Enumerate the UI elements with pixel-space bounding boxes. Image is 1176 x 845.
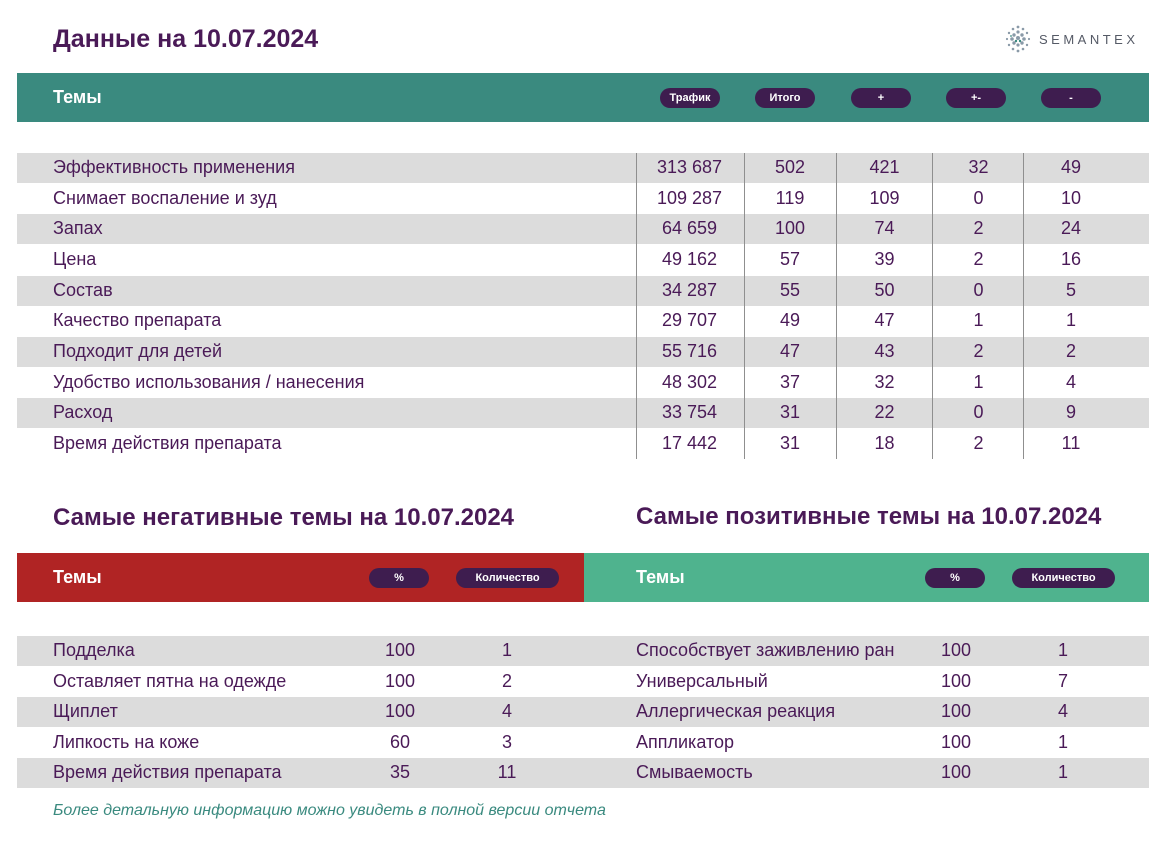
neutral-cell: 2: [973, 433, 984, 453]
traffic-column-header: Трафик: [660, 88, 720, 108]
positive-count-header: Количество: [1012, 568, 1115, 588]
neutral-cell: 0: [973, 188, 984, 208]
negative-topic-cell: Подделка: [53, 640, 135, 660]
table-row: [17, 758, 1149, 788]
plus-cell: 32: [874, 372, 895, 392]
table-row: [17, 728, 1149, 758]
total-cell: 55: [779, 280, 801, 300]
positive-pct-header: %: [925, 568, 985, 588]
total-cell: 31: [779, 433, 801, 453]
plus-cell: 43: [874, 341, 895, 361]
neutral-cell: 0: [973, 280, 984, 300]
total-cell: 49: [779, 310, 801, 330]
negative-pct-cell: 100: [384, 701, 416, 721]
topic-cell: Подходит для детей: [53, 341, 223, 361]
negative-pct-cell: 35: [389, 762, 411, 782]
plus-cell: 50: [874, 280, 895, 300]
table-row: [17, 245, 1149, 275]
table-row: [17, 153, 1149, 183]
positive-pct-cell: 100: [940, 762, 972, 782]
semantex-logo-icon: [1003, 24, 1033, 54]
logo-text: SEMANTEX: [1039, 31, 1139, 47]
column-divider: [636, 153, 637, 459]
negative-pct-cell: 60: [389, 732, 411, 752]
plus-cell: 421: [869, 157, 900, 177]
table-row: [17, 636, 1149, 666]
total-cell: 31: [779, 402, 801, 422]
negative-count-cell: 11: [497, 762, 517, 782]
neutral-cell: 0: [973, 402, 984, 422]
plus-cell: 22: [874, 402, 895, 422]
total-cell: 57: [779, 249, 801, 269]
total-cell: 100: [774, 218, 806, 238]
table-row: [17, 306, 1149, 336]
neutral-cell: 2: [973, 249, 984, 269]
column-divider: [744, 153, 745, 459]
negative-count-cell: 4: [501, 701, 512, 721]
neutral-cell: 32: [968, 157, 989, 177]
minus-cell: 5: [1065, 280, 1076, 300]
traffic-cell: 55 716: [661, 341, 718, 361]
topic-cell: Удобство использования / нанесения: [53, 372, 365, 392]
minus-cell: 9: [1065, 402, 1076, 422]
negative-count-cell: 2: [501, 671, 512, 691]
negative-count-cell: 1: [501, 640, 512, 660]
positive-count-cell: 1: [1057, 762, 1068, 782]
topic-cell: Время действия препарата: [53, 433, 282, 453]
minus-cell: 49: [1060, 157, 1082, 177]
traffic-cell: 33 754: [661, 402, 718, 422]
page-title: Данные на 10.07.2024: [53, 25, 319, 53]
negative-topic-cell: Оставляет пятна на одежде: [53, 671, 287, 691]
topic-cell: Расход: [53, 402, 113, 422]
positive-topic-cell: Универсальный: [636, 671, 768, 691]
minus-cell: 10: [1060, 188, 1082, 208]
traffic-cell: 49 162: [661, 249, 718, 269]
total-cell: 37: [779, 372, 801, 392]
main-table-header: [17, 73, 1149, 122]
report-footnote: Более детальную информацию можно увидеть в полной версии отчета: [53, 802, 606, 819]
table-row: [17, 337, 1149, 367]
positive-topic-cell: Аллергическая реакция: [636, 701, 836, 721]
total-cell: 47: [779, 341, 801, 361]
neutral-cell: 1: [973, 372, 984, 392]
positive-pct-cell: 100: [940, 640, 972, 660]
column-divider: [836, 153, 837, 459]
negative-topics-header: Темы: [53, 567, 102, 587]
positive-count-cell: 1: [1057, 732, 1068, 752]
positive-pct-cell: 100: [940, 671, 972, 691]
negative-topic-cell: Липкость на коже: [53, 732, 200, 752]
column-divider: [932, 153, 933, 459]
table-row: [17, 214, 1149, 244]
negative-pct-cell: 100: [384, 640, 416, 660]
traffic-cell: 109 287: [656, 188, 723, 208]
positive-topic-cell: Способствует заживлению ран: [636, 640, 895, 660]
topic-cell: Состав: [53, 280, 113, 300]
positive-column-header: +: [851, 88, 911, 108]
table-row: [17, 667, 1149, 697]
plus-cell: 39: [874, 249, 895, 269]
neutral-cell: 2: [973, 341, 984, 361]
table-row: [17, 429, 1149, 459]
traffic-cell: 313 687: [656, 157, 723, 177]
traffic-cell: 17 442: [661, 433, 718, 453]
positive-topic-cell: Смываемость: [636, 762, 753, 782]
negative-topic-cell: Щиплет: [53, 701, 118, 721]
minus-cell: 11: [1061, 433, 1081, 453]
column-divider: [1023, 153, 1024, 459]
topic-cell: Снимает воспаление и зуд: [53, 188, 277, 208]
table-row: [17, 368, 1149, 398]
positive-count-cell: 4: [1057, 701, 1068, 721]
positive-count-cell: 7: [1057, 671, 1068, 691]
positive-topics-header: Темы: [636, 567, 685, 587]
topic-cell: Запах: [53, 218, 103, 238]
total-cell: 119: [775, 188, 805, 208]
traffic-cell: 48 302: [661, 372, 718, 392]
neutral-cell: 2: [973, 218, 984, 238]
negative-table-header: [17, 553, 584, 602]
semantex-logo: [1003, 24, 1139, 54]
negative-pct-cell: 100: [384, 671, 416, 691]
topics-column-header: Темы: [53, 87, 102, 107]
positive-topic-cell: Аппликатор: [636, 732, 735, 752]
plus-cell: 74: [874, 218, 895, 238]
traffic-cell: 29 707: [661, 310, 718, 330]
topic-cell: Цена: [53, 249, 97, 269]
negative-topic-cell: Время действия препарата: [53, 762, 282, 782]
negative-pct-header: %: [369, 568, 429, 588]
positive-count-cell: 1: [1057, 640, 1068, 660]
table-row: [17, 184, 1149, 214]
table-row: [17, 398, 1149, 428]
minus-cell: 2: [1065, 341, 1076, 361]
plus-cell: 47: [874, 310, 895, 330]
table-row: [17, 697, 1149, 727]
table-row: [17, 276, 1149, 306]
total-cell: 502: [774, 157, 806, 177]
traffic-cell: 34 287: [661, 280, 718, 300]
neutral-column-header: +-: [946, 88, 1006, 108]
minus-cell: 16: [1060, 249, 1082, 269]
negative-count-header: Количество: [456, 568, 559, 588]
traffic-cell: 64 659: [661, 218, 718, 238]
positive-section-title: Самые позитивные темы на 10.07.2024: [636, 503, 1102, 530]
topic-cell: Эффективность применения: [53, 157, 295, 177]
negative-column-header: -: [1041, 88, 1101, 108]
minus-cell: 4: [1065, 372, 1076, 392]
minus-cell: 24: [1060, 218, 1082, 238]
total-column-header: Итого: [755, 88, 815, 108]
positive-pct-cell: 100: [940, 732, 972, 752]
plus-cell: 109: [869, 188, 900, 208]
negative-section-title: Самые негативные темы на 10.07.2024: [53, 504, 515, 531]
topic-cell: Качество препарата: [53, 310, 222, 330]
positive-table-header: [584, 553, 1149, 602]
minus-cell: 1: [1065, 310, 1076, 330]
positive-pct-cell: 100: [940, 701, 972, 721]
plus-cell: 18: [874, 433, 895, 453]
neutral-cell: 1: [973, 310, 984, 330]
negative-count-cell: 3: [501, 732, 512, 752]
